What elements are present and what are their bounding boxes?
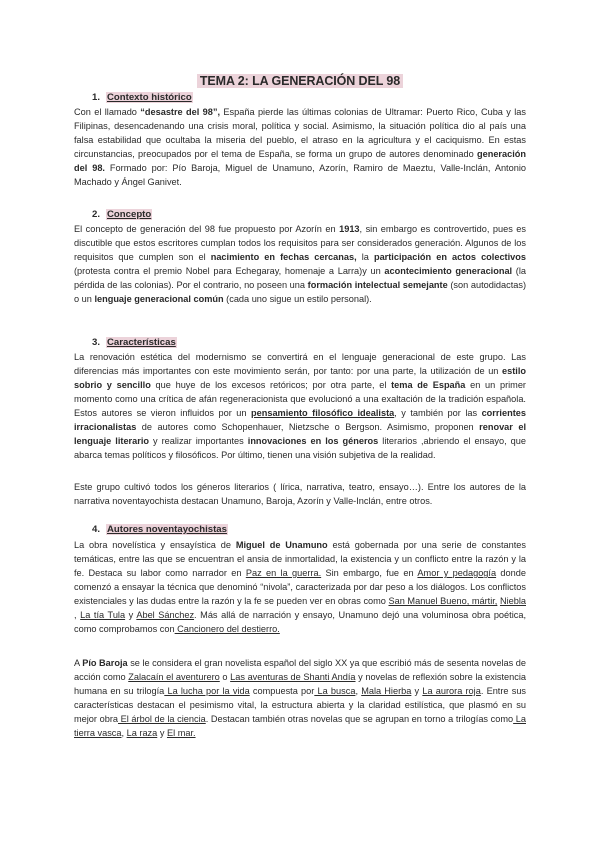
work-title: La busca	[314, 686, 356, 696]
text-run: La obra novelística y ensayística de	[74, 540, 236, 550]
text-run: y	[125, 610, 137, 620]
text-run: (son autodidactas) o un	[74, 280, 527, 304]
text-run: A	[74, 658, 83, 668]
section-heading-text: Contexto histórico	[107, 92, 192, 103]
text-run: donde comenzó a ensayar la técnica que denominó “nivola”, caracterizada por dar peso a los diálogos. Los conflictos existenciales y las dudas entre la razón y la fe se pueden ver en obras como	[74, 568, 526, 606]
paragraph-concepto	[74, 222, 526, 306]
work-title: Paz en la guerra.	[245, 568, 322, 578]
work-title: El mar.	[166, 728, 196, 738]
bold-run: participación en actos colectivos	[373, 252, 527, 262]
bold-run: pensamiento filosófico idealista	[251, 408, 395, 418]
bold-run: Miguel de Unamuno	[235, 540, 328, 550]
text-run: La renovación estética del modernismo se convertirá en el lenguaje generacional de este grupo. Las diferencias más importantes con este movimiento serán, por tanto: por una parte, la utilización de un	[74, 352, 526, 376]
text-run: (cada uno sigue un estilo personal).	[223, 294, 372, 304]
text-run: Formado por: Pío Baroja, Miguel de Unamuno, Azorín, Ramiro de Maeztu, Valle-Inclán, Antonio Machado y Ángel Ganivet.	[74, 163, 526, 187]
text-run: Con el llamado	[74, 107, 141, 117]
text-run: España pierde las últimas colonias de Ultramar: Puerto Rico, Cuba y las Filipinas, desencadenando una crisis moral, política y social. Asimismo, la situación política dio al país una falsa estabilidad que ocultaba la miseria del pueblo, el atraso en la agricultura y el caciquismo. En estas circunstancias, preocupados por el tema de España, se forma un grupo de autores denominado	[74, 107, 526, 159]
text-run: está gobernada por una serie de constantes temáticas, entre las que se encuentran el ansia de inmortalidad, la existencia y un conflicto entre la razón y la fe. Destaca su labor como narrador en	[74, 540, 527, 578]
work-title: San Manuel Bueno, mártir,	[388, 596, 498, 606]
section-heading-text: Concepto	[107, 209, 152, 220]
bold-run: renovar el lenguaje literario	[74, 422, 527, 446]
bold-run: innovaciones en los géneros	[247, 436, 379, 446]
bold-run: corrientes irracionalistas	[74, 408, 526, 432]
bold-run: “desastre del 98”,	[140, 107, 221, 117]
bold-run: 1913	[339, 224, 360, 234]
text-run: compuesta por	[249, 686, 315, 696]
text-run: (la pérdida de las colonias). Por el contrario, no poseen una	[74, 266, 527, 290]
work-title: La lucha por la vida	[164, 686, 250, 696]
text-run: (protesta contra el premio Nobel para Echegaray, homenaje a Larra)y un	[74, 266, 385, 276]
text-run: literarios ,abriendo el ensayo, que abarca temas políticos y filosóficos. Por último, tienen una visión subjetiva de la realidad.	[74, 436, 527, 460]
paragraph-generos	[74, 480, 526, 508]
work-title: La tía Tula	[80, 610, 126, 620]
text-run: se le considera el gran novelista español del siglo XX ya que escribió más de sesenta novelas de acción como	[74, 658, 527, 682]
text-run: , sin embargo es controvertido, pues es discutible que estos escritores cumplan todos los requisitos para ser considerados generación. Algunos de los requisitos que cumplen son el	[74, 224, 526, 262]
text-run: ,	[74, 610, 81, 620]
work-title: El árbol de la ciencia	[118, 714, 206, 724]
text-run: . Más allá de narración y ensayo, Unamuno dejó una voluminosa obra poética, como comprobamos con	[74, 610, 526, 634]
section-heading-4	[92, 524, 228, 535]
text-run: El concepto de generación del 98 fue propuesto por Azorín en	[74, 224, 340, 234]
section-number: 4.	[92, 524, 101, 535]
text-run: o	[219, 672, 231, 682]
work-title: Amor y pedagogía	[417, 568, 497, 578]
text-run: Este grupo cultivó todos los géneros literarios ( lírica, narrativa, teatro, ensayo…). Entre los autores de la narrativa noventayochista destacan Unamuno, Baroja, Azorín y Valle-Inclán, entre otros.	[74, 482, 526, 506]
work-title: Zalacaín el aventurero	[128, 672, 220, 682]
paragraph-caracteristicas	[74, 350, 526, 462]
bold-run: generación del 98.	[74, 149, 526, 173]
text-run: en un primer momento como una crítica de afán regeneracionista que evolucionó a una exaltación de la tradición española. Estos autores se vieron influidos por un	[74, 380, 526, 418]
work-title: Niebla	[499, 596, 526, 606]
work-title: La aurora roja	[422, 686, 481, 696]
bold-run: nacimiento en fechas cercanas,	[210, 252, 357, 262]
bold-run: lenguaje generacional común	[94, 294, 224, 304]
text-run: y	[411, 686, 423, 696]
section-number: 3.	[92, 337, 101, 348]
work-title: Abel Sánchez	[136, 610, 195, 620]
text-run: y realizar importantes	[148, 436, 248, 446]
section-number: 2.	[92, 209, 101, 220]
paragraph-contexto	[74, 105, 526, 189]
section-heading-2	[92, 209, 152, 220]
section-heading-text: Características	[107, 337, 176, 348]
text-run: . Entre sus características destacan el pesimismo vital, la estructura abierta y la claridad estilística, que plasmó en su mejor obra	[74, 686, 527, 724]
work-title: Cancionero del destierro.	[174, 624, 280, 634]
text-run: , y también por las	[394, 408, 482, 418]
section-heading-1	[92, 92, 193, 103]
page-title	[0, 74, 600, 88]
bold-run: acontecimiento generacional	[384, 266, 513, 276]
text-run: la	[356, 252, 374, 262]
text-run: y novelas de reflexión sobre la existencia humana en su trilogía	[74, 672, 526, 696]
work-title: La raza	[126, 728, 158, 738]
bold-run: Pío Baroja	[82, 658, 128, 668]
work-title: Las aventuras de Shanti Andía	[230, 672, 356, 682]
bold-run: formación intelectual semejante	[307, 280, 448, 290]
work-title: Mala Hierba	[361, 686, 412, 696]
paragraph-unamuno	[74, 538, 526, 636]
bold-run: tema de España	[391, 380, 466, 390]
text-run: y	[157, 728, 167, 738]
text-run: de autores como Schopenhauer, Nietzsche o Bergson. Asimismo, proponen	[136, 422, 480, 432]
section-heading-3	[92, 337, 177, 348]
bold-run: estilo sobrio y sencillo	[74, 366, 526, 390]
text-run: Sin embargo, fue en	[321, 568, 418, 578]
page-title-text: TEMA 2: LA GENERACIÓN DEL 98	[197, 74, 403, 88]
paragraph-baroja	[74, 656, 526, 740]
text-run: ,	[121, 728, 127, 738]
section-number: 1.	[92, 92, 101, 103]
text-run: ,	[355, 686, 362, 696]
text-run: . Destacan también otras novelas que se agrupan en torno a trilogías como	[205, 714, 514, 724]
work-title: La tierra vasca	[74, 714, 526, 738]
text-run: que huye de los excesos retóricos; por otra parte, el	[150, 380, 392, 390]
section-heading-text: Autores noventayochistas	[107, 524, 227, 535]
